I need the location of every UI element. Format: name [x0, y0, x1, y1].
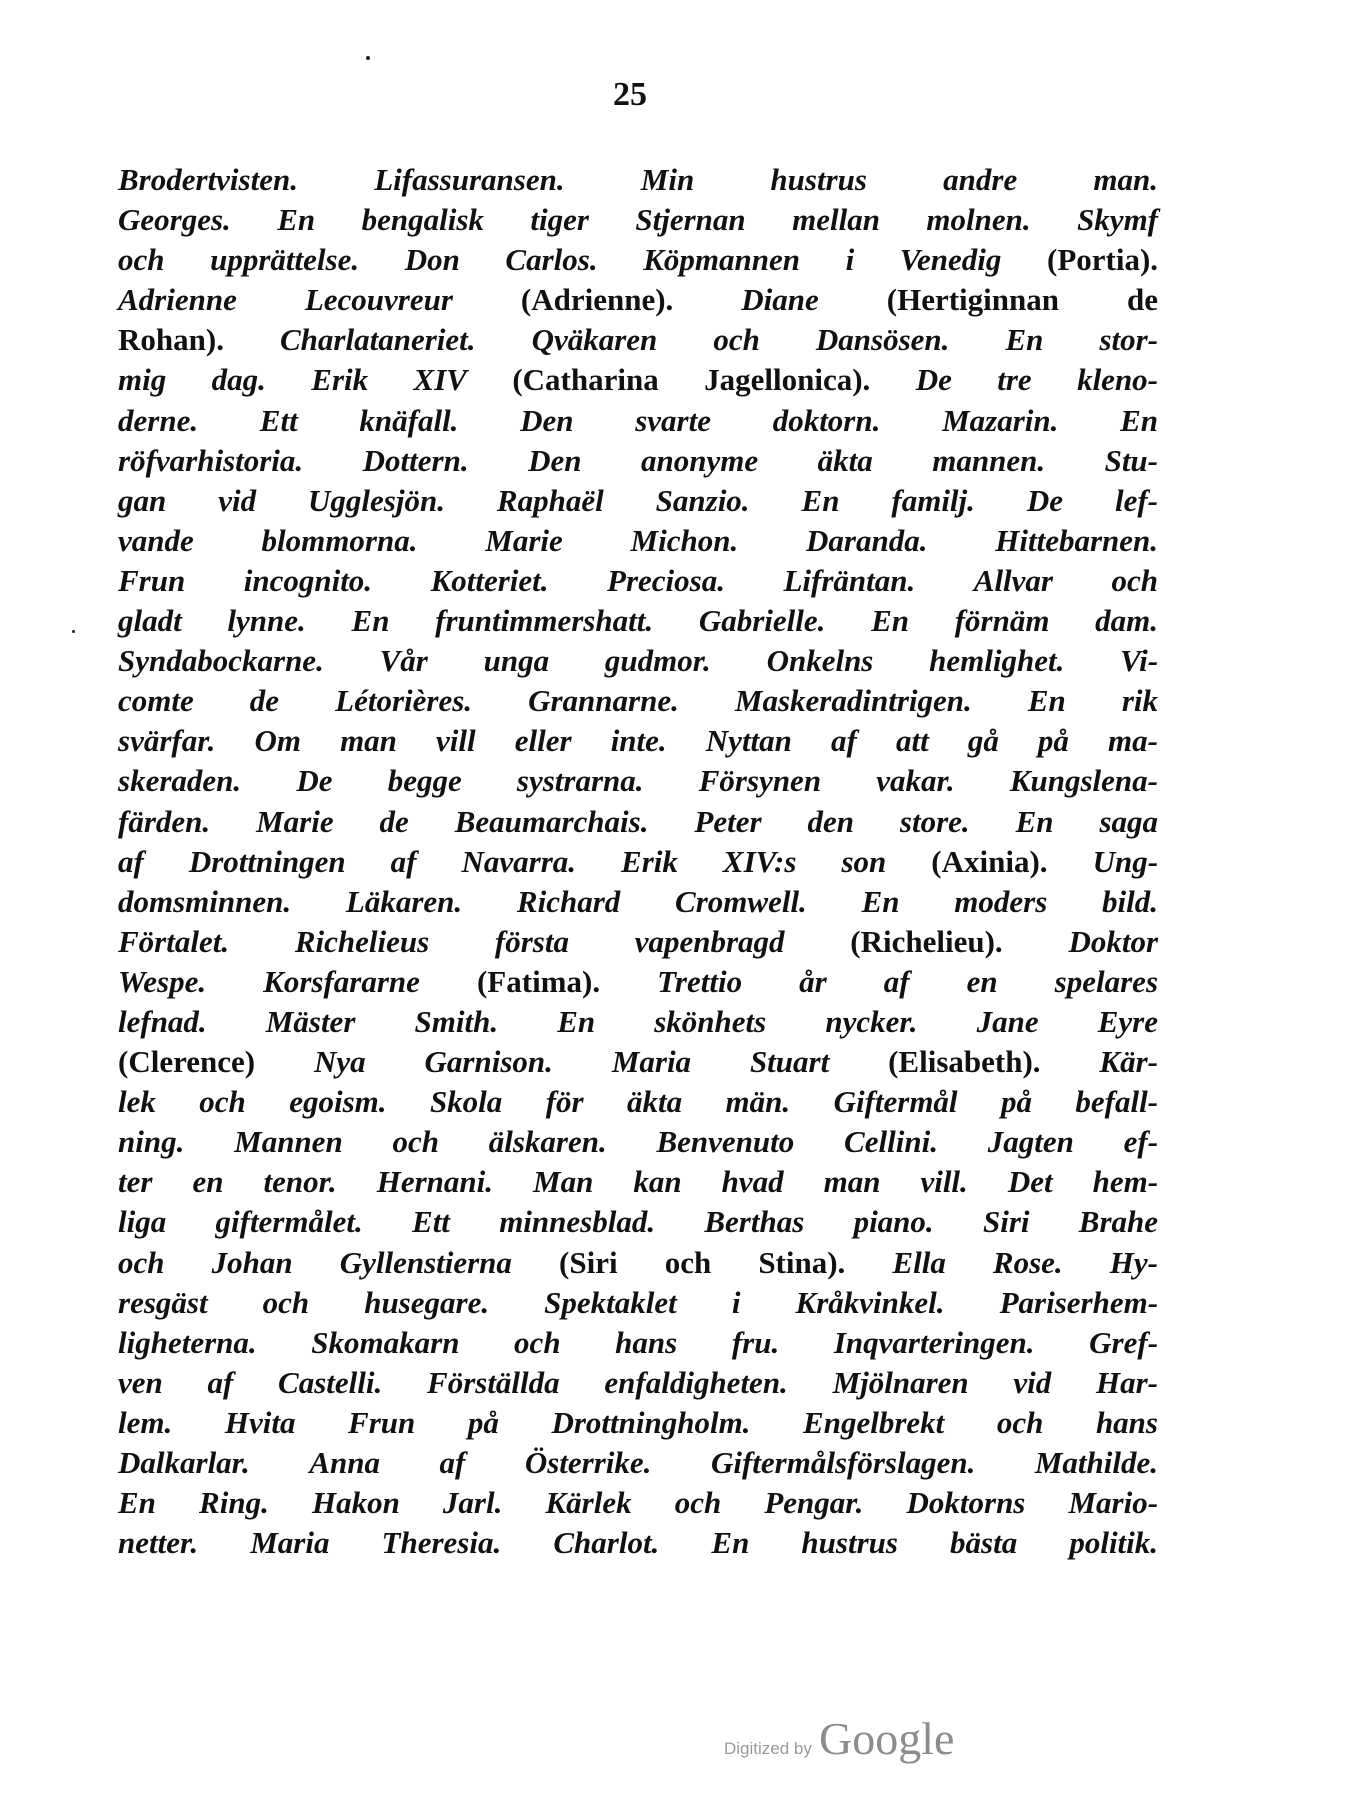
italic-title: Qväkaren och Dansösen.	[531, 322, 950, 358]
italic-title: Richelieus första vapenbragd	[294, 923, 785, 959]
italic-title: Nyttan af att gå på ma-	[705, 723, 1158, 759]
italic-title: Hittebarnen.	[995, 522, 1159, 558]
italic-title: Doktorns Mario-	[906, 1485, 1159, 1521]
roman-text	[648, 804, 694, 839]
text-line	[118, 521, 1158, 561]
text-line	[118, 1523, 1158, 1563]
roman-text	[975, 483, 1027, 518]
italic-title: Doktor	[1068, 923, 1159, 959]
text-line	[118, 1323, 1158, 1363]
italic-title: Kärlek och Pengar.	[545, 1485, 864, 1521]
italic-title: Stjernan mellan molnen.	[635, 202, 1031, 238]
italic-title: resgäst och husegare.	[118, 1284, 490, 1320]
italic-title: Stu-	[1104, 442, 1158, 478]
roman-text	[231, 202, 277, 237]
italic-title: Dottern.	[362, 442, 469, 478]
text-line	[118, 360, 1158, 400]
italic-title: De lef-	[1026, 482, 1158, 518]
italic-title: Skymf	[1077, 202, 1158, 238]
roman-text	[938, 1124, 988, 1159]
italic-title: Frun incognito.	[118, 562, 373, 598]
roman-text: (Clerence)	[118, 1044, 315, 1080]
roman-text	[880, 403, 942, 438]
roman-text	[215, 723, 254, 758]
italic-title: Pariserhem-	[999, 1284, 1159, 1320]
italic-title: Hakon Jarl.	[311, 1485, 503, 1521]
italic-title: Kungslena-	[1009, 763, 1158, 799]
italic-title: Onkelns hemlighet.	[766, 643, 1065, 679]
italic-title: Hvita Frun på Drottningholm.	[224, 1404, 751, 1440]
text-line	[118, 280, 1158, 320]
italic-title: Den anonyme äkta mannen.	[528, 442, 1046, 478]
roman-text	[291, 884, 346, 919]
italic-title: Brodertvisten.	[118, 162, 298, 197]
roman-text	[589, 202, 635, 237]
text-line	[118, 842, 1158, 882]
italic-title: Siri Brahe	[982, 1204, 1159, 1240]
text-line	[118, 1122, 1158, 1162]
italic-title: Wespe.	[118, 963, 207, 999]
italic-title: Jane Eyre	[976, 1003, 1158, 1039]
italic-title: Om man vill eller inte.	[254, 723, 667, 759]
text-line	[118, 1202, 1158, 1242]
roman-text	[725, 563, 784, 598]
italic-title: Richard Cromwell.	[516, 883, 807, 919]
italic-title: Maria Theresia.	[250, 1525, 502, 1561]
italic-title: En hustrus bästa politik.	[711, 1525, 1159, 1561]
digitized-by-label: Digitized by	[724, 1739, 812, 1758]
italic-title: Anna af Österrike.	[309, 1445, 652, 1480]
italic-title: Lifassuransen.	[374, 162, 565, 197]
italic-title: netter.	[118, 1525, 199, 1561]
scan-speck	[366, 56, 370, 60]
roman-text	[863, 1485, 906, 1520]
roman-text	[172, 1405, 225, 1440]
roman-text: (Elisabeth).	[829, 1044, 1100, 1080]
italic-title: Peter den store.	[694, 803, 970, 839]
roman-text	[206, 964, 263, 999]
italic-title: Skomakarn och hans fru.	[311, 1324, 780, 1360]
italic-title: Jagten ef-	[987, 1124, 1159, 1160]
google-logo: Google	[818, 1713, 955, 1764]
roman-text: (Fatima).	[419, 963, 658, 999]
text-line	[118, 481, 1158, 521]
text-line	[118, 1162, 1158, 1202]
italic-title: Hernani.	[376, 1164, 493, 1200]
italic-title: Man kan hvad man vill.	[533, 1164, 968, 1200]
roman-text: (Portia).	[1001, 242, 1159, 278]
italic-title: Erik XIV	[311, 362, 467, 398]
italic-title: Mäster Smith.	[265, 1003, 499, 1039]
roman-text	[359, 242, 405, 277]
roman-text	[298, 162, 374, 197]
roman-text	[472, 683, 528, 718]
italic-title: En saga	[1015, 803, 1159, 839]
roman-text	[1058, 403, 1120, 438]
text-line	[118, 721, 1158, 761]
roman-text	[1035, 1325, 1090, 1360]
roman-text	[469, 443, 529, 478]
italic-title: af Drottningen af Navarra.	[118, 843, 577, 879]
roman-text: (Adrienne).	[452, 282, 742, 318]
italic-title: mig dag.	[118, 362, 266, 398]
italic-title: derne.	[118, 402, 199, 438]
roman-text: Rohan).	[118, 322, 280, 358]
italic-title: Kotteriet.	[430, 562, 549, 598]
italic-title: Mjölnaren vid Har-	[832, 1364, 1159, 1400]
roman-text	[372, 563, 431, 598]
italic-title: Syndabockarne.	[118, 643, 324, 679]
roman-text	[607, 1124, 657, 1159]
italic-title: vande blommorna.	[118, 522, 418, 558]
text-line	[118, 681, 1158, 721]
italic-title: Engelbrekt och hans	[803, 1404, 1158, 1440]
roman-text	[738, 523, 806, 558]
roman-text	[1064, 643, 1120, 678]
italic-title: Benvenuto Cellini.	[656, 1124, 938, 1160]
roman-text	[493, 1164, 533, 1199]
roman-text	[970, 804, 1016, 839]
text-line	[118, 561, 1158, 601]
italic-title: och Johan Gyllenstierna	[118, 1244, 512, 1280]
roman-text	[306, 603, 352, 638]
roman-text	[927, 523, 995, 558]
italic-title: Erik XIV:s son	[621, 843, 887, 879]
roman-text	[387, 1084, 430, 1119]
roman-text	[779, 1325, 834, 1360]
scan-speck	[72, 630, 75, 633]
italic-title: Nya Garnison.	[314, 1044, 553, 1080]
text-line	[118, 1443, 1158, 1483]
roman-text	[667, 723, 706, 758]
italic-title: Giftermål på befall-	[833, 1084, 1159, 1120]
roman-text	[917, 1004, 976, 1039]
text-line	[118, 320, 1158, 360]
text-line	[118, 601, 1158, 641]
italic-title: Diane	[741, 282, 819, 318]
roman-text	[489, 1285, 544, 1320]
italic-title: lek och egoism.	[118, 1084, 387, 1120]
italic-title: Georges.	[118, 202, 231, 238]
italic-title: domsminnen.	[118, 883, 292, 919]
italic-title: En förnäm dam.	[871, 603, 1159, 639]
roman-text	[210, 804, 256, 839]
italic-title: Don Carlos.	[404, 242, 598, 278]
italic-title: En moders bild.	[861, 883, 1158, 919]
roman-text	[975, 1445, 1035, 1480]
italic-title: Köpmannen i Venedig	[643, 242, 1002, 278]
roman-text	[417, 523, 485, 558]
text-line	[118, 962, 1158, 1002]
roman-text	[501, 1525, 553, 1560]
italic-title: En fruntimmershatt.	[351, 603, 654, 639]
italic-title: comte de Létorières.	[118, 683, 473, 719]
roman-text	[825, 603, 871, 638]
italic-title: Skola för äkta män.	[429, 1084, 791, 1120]
roman-text	[968, 1164, 1008, 1199]
italic-title: liga giftermålet.	[118, 1204, 363, 1240]
italic-title: De tre kleno-	[915, 362, 1159, 398]
italic-title: röfvarhistoria.	[118, 442, 304, 478]
roman-text: (Hertiginnan de	[818, 282, 1158, 318]
roman-text	[553, 1044, 612, 1079]
roman-text	[934, 1204, 983, 1239]
roman-text	[363, 1204, 412, 1239]
italic-title: Trettio år af en spelares	[657, 963, 1159, 999]
italic-title: En skönhets nycker.	[557, 1003, 918, 1039]
roman-text	[1031, 202, 1077, 237]
roman-text	[788, 1365, 833, 1400]
italic-title: En bengalisk tiger	[277, 202, 589, 238]
italic-title: De begge systrarna.	[296, 763, 644, 799]
text-line	[118, 1483, 1158, 1523]
italic-title: Mathilde.	[1034, 1445, 1159, 1480]
roman-text	[945, 1285, 1000, 1320]
text-line	[118, 1082, 1158, 1122]
roman-text	[184, 1124, 234, 1159]
italic-title: Giftermålsförslagen.	[710, 1445, 976, 1480]
text-line	[118, 641, 1158, 681]
roman-text: (Axinia).	[886, 843, 1093, 879]
roman-text	[679, 683, 735, 718]
italic-title: Ett minnesblad.	[412, 1204, 656, 1240]
italic-title: ter en tenor.	[118, 1164, 337, 1200]
text-line	[118, 240, 1158, 280]
text-line	[118, 1042, 1158, 1082]
italic-title: Daranda.	[806, 522, 928, 558]
italic-title: Inqvarteringen.	[833, 1324, 1035, 1360]
roman-text	[458, 403, 520, 438]
italic-title: Marie Michon.	[485, 522, 739, 558]
roman-text	[949, 322, 1005, 357]
italic-title: Dalkarlar.	[118, 1445, 250, 1480]
italic-title: En stor-	[1005, 322, 1159, 358]
italic-title: Vår unga gudmor.	[379, 643, 711, 679]
italic-title: Spektaklet i Kråkvinkel.	[544, 1284, 945, 1320]
italic-title: Förställda enfaldigheten.	[427, 1364, 788, 1400]
roman-text	[750, 483, 802, 518]
roman-text	[445, 483, 497, 518]
text-line	[118, 882, 1158, 922]
italic-title: Vi-	[1120, 643, 1159, 679]
italic-title: Hy-	[1109, 1244, 1158, 1280]
text-line	[118, 1243, 1158, 1283]
italic-title: Ung-	[1092, 843, 1159, 879]
roman-text	[266, 362, 311, 397]
roman-text	[598, 242, 644, 277]
roman-text: (Siri och Stina).	[511, 1244, 893, 1280]
italic-title: Förtalet.	[118, 923, 230, 959]
roman-text	[462, 884, 517, 919]
roman-text	[1063, 1245, 1110, 1280]
text-line	[118, 1403, 1158, 1443]
text-line	[118, 761, 1158, 801]
italic-title: Charlataneriet.	[280, 322, 476, 358]
italic-title: ven af Castelli.	[118, 1364, 383, 1400]
roman-text	[324, 643, 380, 678]
italic-title: Raphaël Sanzio.	[496, 482, 750, 518]
italic-title: En familj.	[801, 482, 975, 518]
text-line	[118, 802, 1158, 842]
italic-title: En rik	[1027, 683, 1159, 719]
italic-title: Maskeradintrigen.	[734, 683, 972, 719]
text-line	[118, 1002, 1158, 1042]
roman-text	[659, 1525, 711, 1560]
roman-text	[1045, 443, 1105, 478]
roman-text	[198, 403, 260, 438]
italic-title: Marie de Beaumarchais.	[256, 803, 649, 839]
italic-title: Läkaren.	[345, 883, 463, 919]
italic-title: Charlot.	[553, 1525, 660, 1561]
roman-text	[807, 884, 862, 919]
text-line	[118, 441, 1158, 481]
text-line	[118, 160, 1158, 200]
italic-title: Gref-	[1089, 1324, 1159, 1360]
roman-text	[303, 443, 363, 478]
roman-text	[476, 322, 532, 357]
roman-text	[502, 1485, 545, 1520]
italic-title: gladt lynne.	[118, 603, 306, 639]
roman-text	[257, 1325, 312, 1360]
roman-text	[565, 162, 641, 197]
italic-title: En	[1120, 402, 1158, 438]
text-line	[118, 1363, 1158, 1403]
roman-text	[655, 1204, 704, 1239]
roman-text	[549, 563, 608, 598]
italic-title: Lifräntan.	[783, 562, 916, 598]
italic-title: Maria Stuart	[611, 1044, 830, 1080]
italic-title: Min hustrus andre man.	[640, 162, 1159, 197]
text-line	[118, 200, 1158, 240]
italic-title: Preciosa.	[607, 562, 725, 598]
roman-text	[498, 1004, 557, 1039]
italic-title: gan vid Ugglesjön.	[118, 482, 445, 518]
roman-text	[198, 1525, 250, 1560]
italic-title: Korsfararne	[263, 963, 420, 999]
italic-title: Berthas piano.	[704, 1204, 934, 1240]
roman-text	[382, 1365, 427, 1400]
italic-title: Mazarin.	[942, 402, 1059, 438]
italic-title: Adrienne Lecouvreur	[118, 282, 453, 318]
italic-title: färden.	[118, 803, 211, 839]
text-line	[118, 1283, 1158, 1323]
roman-text: (Richelieu).	[784, 923, 1069, 959]
italic-title: En Ring.	[118, 1485, 269, 1521]
roman-text	[790, 1084, 833, 1119]
italic-title: Ella Rose.	[892, 1244, 1063, 1280]
text-line	[118, 922, 1158, 962]
italic-title: Försynen vakar.	[698, 763, 955, 799]
italic-title: Det hem-	[1007, 1164, 1159, 1200]
roman-text	[750, 1405, 803, 1440]
italic-title: lefnad.	[118, 1003, 207, 1039]
roman-text	[241, 763, 296, 798]
body-text	[118, 160, 1158, 1563]
italic-title: Kär-	[1099, 1044, 1158, 1080]
roman-text	[915, 563, 974, 598]
roman-text	[972, 683, 1028, 718]
italic-title: ligheterna.	[118, 1324, 257, 1360]
roman-text	[644, 763, 699, 798]
text-line	[118, 401, 1158, 441]
roman-text	[576, 844, 621, 879]
italic-title: lem.	[118, 1404, 173, 1440]
roman-text	[955, 763, 1010, 798]
italic-title: skeraden.	[118, 763, 242, 799]
roman-text	[269, 1485, 312, 1520]
roman-text	[711, 643, 767, 678]
italic-title: Grannarne.	[528, 683, 679, 719]
digitized-by-google-watermark	[724, 1712, 1004, 1772]
italic-title: Den svarte doktorn.	[520, 402, 881, 438]
roman-text: (Catharina Jagellonica).	[466, 362, 916, 398]
roman-text	[653, 603, 699, 638]
italic-title: och upprättelse.	[118, 242, 360, 278]
roman-text	[207, 1004, 266, 1039]
italic-title: svärfar.	[118, 723, 216, 759]
roman-text	[337, 1164, 377, 1199]
roman-text	[229, 924, 295, 959]
italic-title: Gabrielle.	[698, 603, 826, 639]
italic-title: Allvar och	[973, 562, 1158, 598]
italic-title: Mannen och älskaren.	[234, 1124, 607, 1160]
roman-text	[250, 1445, 310, 1480]
roman-text	[651, 1445, 711, 1480]
italic-title: Ett knäfall.	[259, 402, 459, 438]
page-number: 25	[613, 76, 647, 113]
italic-title: ning.	[118, 1124, 185, 1160]
